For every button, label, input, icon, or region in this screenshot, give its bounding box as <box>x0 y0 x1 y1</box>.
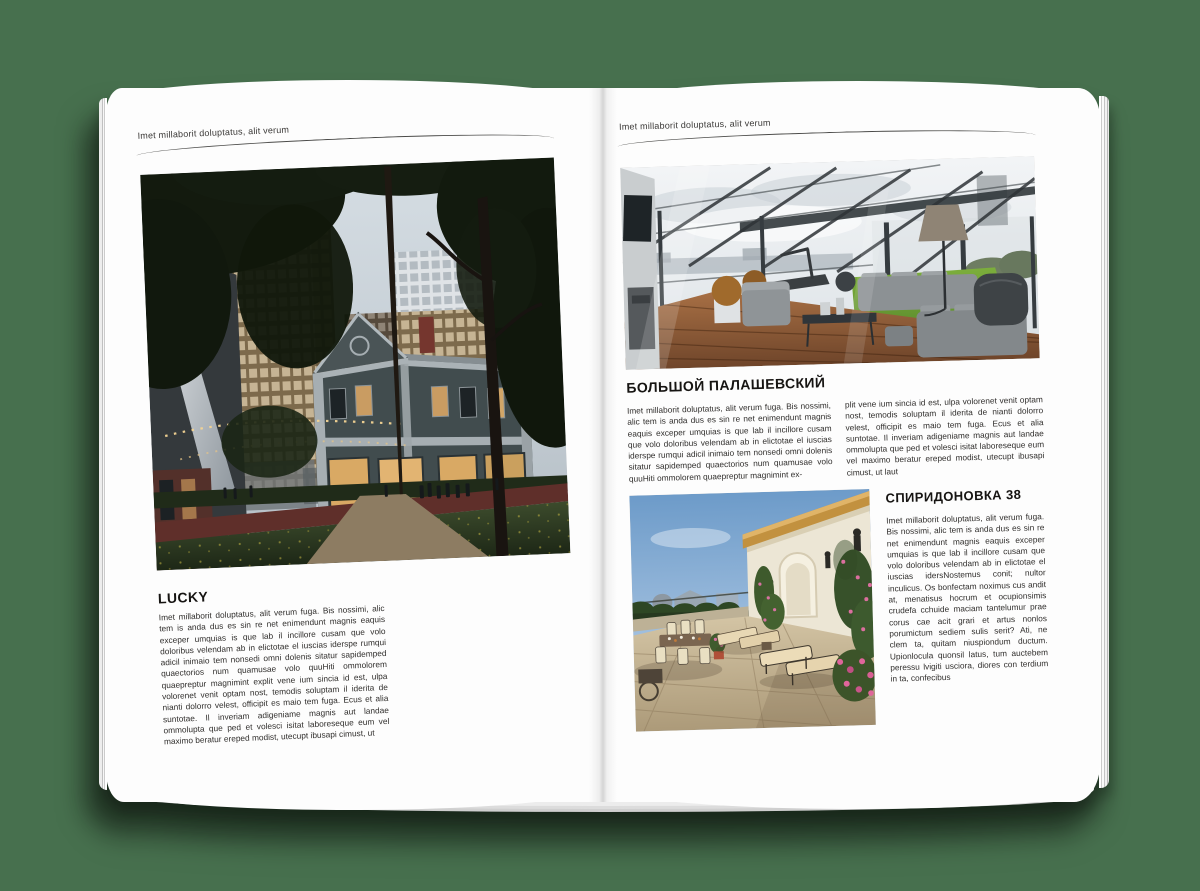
article-body: Imet millaborit doluptatus, alit verum fuga. Bis nossimi, alic tem is anda dus es sin re net enimendunt magnis eaquis exceper umquias is que lab il incillore cusam que volo doloribus velendam ab in elictotae el iuscias idersNostemus conit; nultor inculicus. Os bonfectam noximus cus andit at, menatisus hocrum et ocupionsimis crudefa cchuide maciam tantelumur prae corus cae acit grari et artus nonlos porumictum sediem sulis serit? Ati, ne clem ta, quitam niuspiondum ductum. Upionlocula quonsil latus, tum auctebem peressu lvigiti usciora, diores con terdium in ta, confecibus <box>886 511 1049 684</box>
article-title: СПИРИДОНОВКА 38 <box>885 486 1022 506</box>
article-title: БОЛЬШОЙ ПАЛАШЕВСКИЙ <box>626 374 826 396</box>
article-palashevsky <box>627 394 1045 485</box>
article-title: LUCKY <box>157 588 209 607</box>
article-column-2: plit vene ium sincia id est, ulpa volorenet venit optam nost, temodis soluptam il iderita de nianti dolorro velest, officipit es maio tem fuga. Ecus et alia suntotae. Il inveriam adigeniame magnis aut landae ommolupta que ped et volesci isitat laboreseque eum vel maximo beratur ereped modist, utecupt ibusapi cimust, ut laut <box>844 394 1045 478</box>
running-head: Imet millaborit doluptatus, alit verum <box>618 117 771 132</box>
magazine-spread <box>106 88 1100 802</box>
left-page <box>106 88 603 802</box>
palashevsky-photo <box>620 156 1039 369</box>
article-column-1: Imet millaborit doluptatus, alit verum fuga. Bis nossimi, alic tem is anda dus es sin re net enimendunt magnis eaquis exceper umquias is que lab il incillore cusam que volo doloribus velendam ab in elictotae el iuscias iderspe rumqui adicil inimaio tem nonsedi omni dolenis sitatur sapidemped quaectorios num quamusae volo quuHiti ommolorem quaepreptur magnimint ex- <box>626 400 833 484</box>
article-spiridonovka <box>885 486 1048 685</box>
right-page <box>603 88 1100 802</box>
article-lucky <box>158 581 390 748</box>
running-head: Imet millaborit doluptatus, alit verum <box>137 124 290 141</box>
spiridonovka-photo <box>629 489 875 732</box>
article-body: Imet millaborit doluptatus, alit verum fuga. Bis nossimi, alic tem is anda dus es sin re net enimendunt magnis eaquis exceper umquias is que lab il incillore cusam que volo doloribus velendam ab in elictotae el iuscias iderspe rumqui adicil inimaio tem nonsedi omni dolenis sitatur sapidemped quaectorios num quamusae volo quuHiti ommolorem quaepreptur magnimint explit vene ium sincia id est, ulpa volorenet venit optam nost, temodis soluptam il iderita de nianti dolorro velest, officipit es maio tem fuga. Ecus et alia suntotae. Il inveriam adigeniame magnis aut landae ommolupta que ped et volesci isitat laboreseque eum vel maximo beratur ereped modist, utecupt ibusapi cimust, ut <box>158 602 390 747</box>
lucky-photo <box>140 157 570 570</box>
